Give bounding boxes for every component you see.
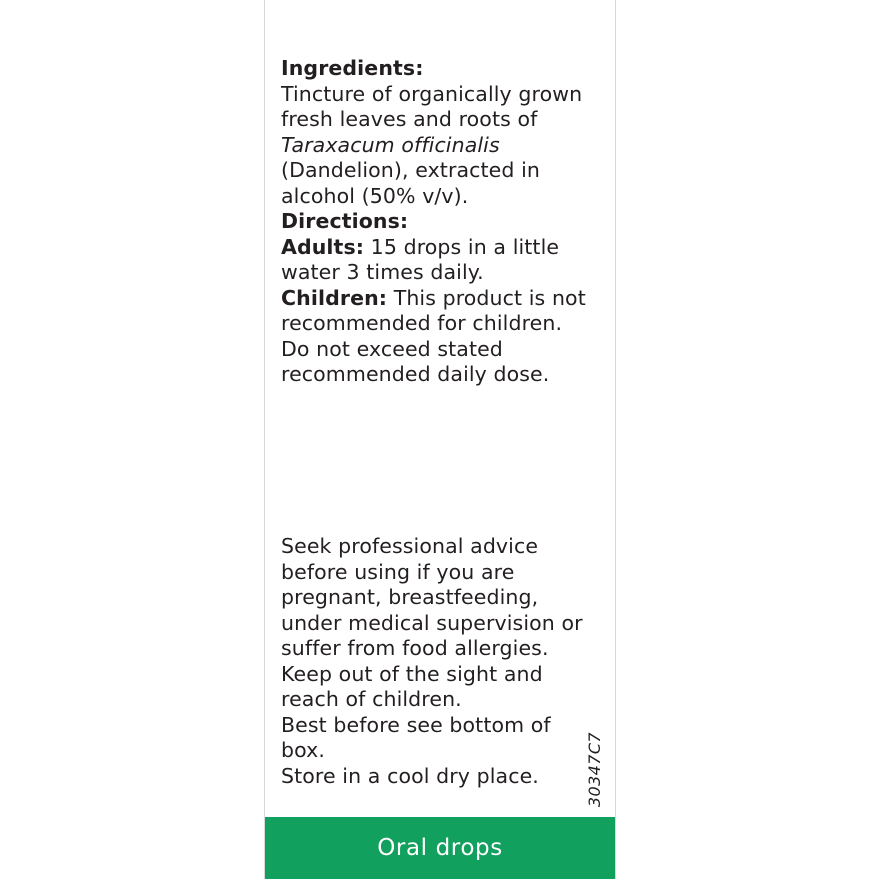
adults-label: Adults: [281, 234, 365, 259]
children-label: Children: [281, 285, 388, 310]
children-text: This product is not recommended for children. [281, 285, 586, 335]
best-before-text: Best before see bottom of box. [281, 712, 551, 762]
directions-children [281, 286, 591, 337]
product-form-band [265, 817, 615, 879]
ingredients-botanical-name: Taraxacum officinalis [281, 132, 500, 157]
storage-instruction: Store in a cool dry place. [281, 763, 539, 788]
directions-heading: Directions: [281, 209, 409, 233]
ingredients-line-1: Tincture of organically grown [281, 81, 583, 106]
package-side-panel [264, 0, 616, 879]
product-form-label: Oral drops [377, 835, 503, 861]
do-not-exceed-warning: Do not exceed stated recommended daily dose. [281, 336, 550, 386]
ingredients-line-4: (Dandelion), extracted in [281, 158, 540, 182]
professional-advice-warning: Seek professional advice before using if you are pregnant, breastfeeding, under medical supervision or suffer from food allergies. [281, 534, 583, 660]
batch-code: 30347C7 [585, 731, 604, 807]
warnings-block [281, 534, 596, 789]
ingredients-line-5: alcohol (50% v/v). [281, 183, 469, 208]
keep-out-of-reach-warning: Keep out of the sight and reach of children. [281, 661, 543, 711]
directions-adults [281, 235, 591, 286]
adults-text: 15 drops in a little water 3 times daily. [281, 234, 560, 284]
ingredients-heading: Ingredients: [281, 56, 424, 80]
usage-information-block [281, 56, 591, 388]
ingredients-line-2: fresh leaves and roots of [281, 107, 538, 131]
